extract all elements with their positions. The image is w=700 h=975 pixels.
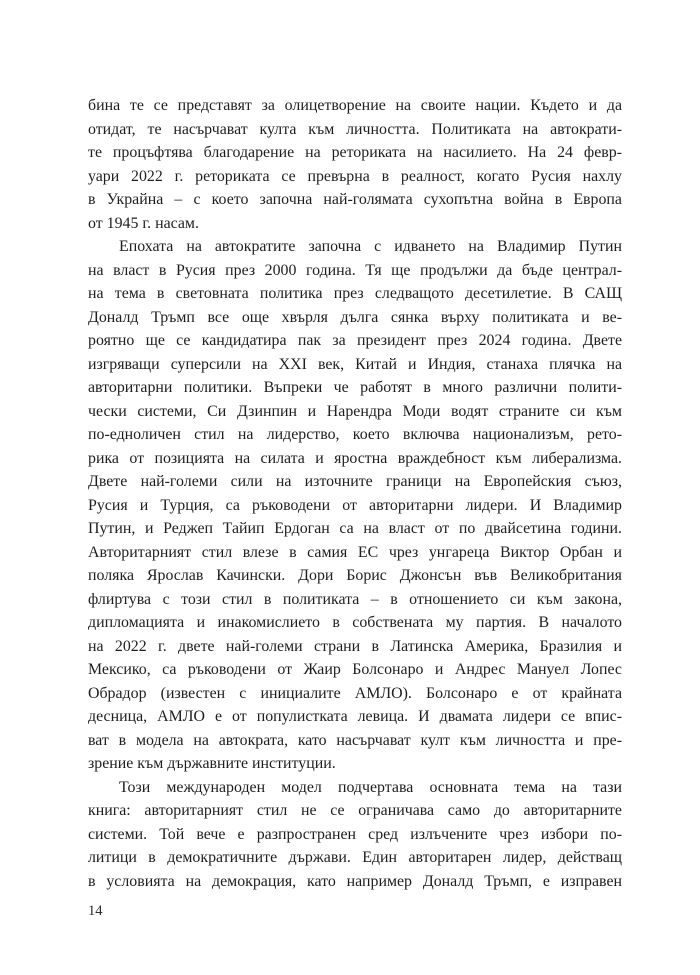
text-line: бина те се представят за олицетворение на своите нации. Където и да xyxy=(88,97,622,114)
text-line: Авторитарният стил влезе в самия ЕС чрез унгареца Виктор Орбан и xyxy=(88,543,622,561)
text-line: изгряващи суперсили на XXI век, Китай и Индия, станаха плячка на xyxy=(88,355,622,373)
text-line: Обрадор (известен с инициалите АМЛО). Болсонаро е от крайната xyxy=(88,684,622,702)
text-line: Епохата на автократите започна с идването на Владимир Путин xyxy=(119,238,622,255)
text-line: дипломацията и инакомислието в собствената му партия. В началото xyxy=(88,614,622,631)
text-line: зрение към държавните институции. xyxy=(88,755,336,772)
text-line: те процъфтява благодарение на реториката на насилието. На 24 февр- xyxy=(88,144,622,161)
text-line: Доналд Тръмп все още хвърля дълга сянка върху политиката и ве- xyxy=(88,308,622,326)
text-line: чески системи, Си Дзинпин и Нарендра Моди водят страните си към xyxy=(88,402,622,420)
text-line: книга: авторитарният стил не се ограничава само до авторитарните xyxy=(88,802,622,819)
text-line: Мексико, са ръководени от Жаир Болсонаро и Андрес Мануел Лопес xyxy=(88,661,622,678)
text-line: отидат, те насърчават култа към личността. Политиката на автократи- xyxy=(88,120,622,138)
text-line: Двете най-големи сили на източните граници на Европейския съюз, xyxy=(88,473,622,490)
text-line: ват в модела на автократа, като насърчават култ към личността и пре- xyxy=(88,731,622,749)
text-line: от 1945 г. насам. xyxy=(88,214,199,232)
text-line: поляка Ярослав Качински. Дори Борис Джонсън във Великобритания xyxy=(88,567,622,584)
text-line: Този международен модел подчертава основната тема на тази xyxy=(119,778,622,796)
text-line: флиртува с този стил в политиката – в отношението си към закона, xyxy=(88,590,622,608)
text-line: Путин, и Реджеп Тайип Ердоган са на власт от по двайсетина години. xyxy=(88,520,622,537)
text-line: на власт в Русия през 2000 година. Тя ще продължи да бъде централ- xyxy=(88,261,622,279)
text-line: десница, АМЛО е от популистката левица. И двамата лидери се впис- xyxy=(88,708,622,725)
text-line: литици в демократичните държави. Един авторитарен лидер, действащ xyxy=(88,849,622,866)
text-line: в Украйна – с което започна най-голямата сухопътна война в Европа xyxy=(88,191,622,208)
page-number: 14 xyxy=(88,903,103,919)
paragraph xyxy=(88,235,622,776)
text-line: системи. Той вече е разпространен сред излъчените чрез избори по- xyxy=(88,825,622,843)
text-line: рика от позицията на силата и яростна враждебност към либерализма. xyxy=(88,449,622,467)
text-line: Русия и Турция, са ръководени от авторитарни лидери. И Владимир xyxy=(88,496,622,514)
text-line: уари 2022 г. реториката се превърна в реалност, когато Русия нахлу xyxy=(88,167,622,185)
text-line: авторитарни политики. Въпреки че работят в много различни полити- xyxy=(88,379,622,396)
text-line: в условията на демокрация, като например Доналд Тръмп, е изправен xyxy=(88,872,622,890)
paragraph xyxy=(88,776,622,894)
text-line: по-едноличен стил на лидерство, което включва национализъм, рето- xyxy=(88,426,622,443)
paragraph xyxy=(88,94,622,235)
text-line: роятно ще се кандидатира пак за президент през 2024 година. Двете xyxy=(88,332,622,349)
text-line: на тема в световната политика през следващото десетилетие. В САЩ xyxy=(88,285,622,302)
body-text xyxy=(88,94,622,893)
text-line: на 2022 г. двете най-големи страни в Латинска Америка, Бразилия и xyxy=(88,637,622,655)
